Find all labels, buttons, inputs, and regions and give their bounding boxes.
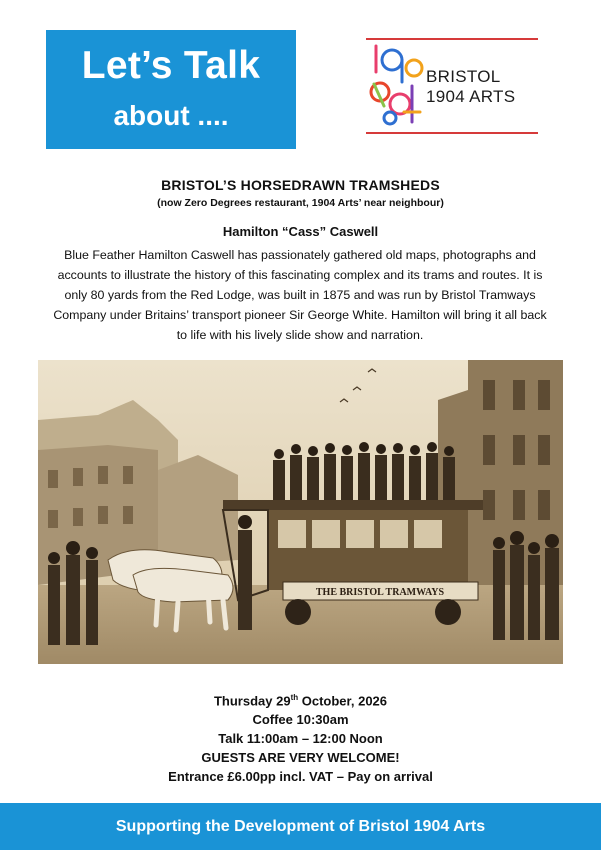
banner-line-1: Let’s Talk [81,44,261,87]
event-guests: GUESTS ARE VERY WELCOME! [201,750,400,766]
logo-text [426,67,515,107]
speaker-name: Hamilton “Cass” Caswell [222,224,379,239]
event-date [0,688,601,710]
logo-text-1904-arts: 1904 ARTS [426,87,516,106]
banner-line-2: about .... [113,100,229,131]
event-details [0,688,601,786]
lets-talk-banner [46,30,296,149]
bristol-1904-arts-logo [366,30,542,138]
logo-1904-mark-icon [368,42,426,128]
event-date-suffix: th [290,693,299,702]
talk-subtitle: (now Zero Degrees restaurant, 1904 Arts’ near neighbour) [157,197,444,209]
horsedrawn-tram-photo [38,360,563,664]
talk-description: Blue Feather Hamilton Caswell has passionately gathered old maps, photographs and accounts to illustrate the history of this fascinating complex and its trams and routes. It is only 80 yards from the Red Lodge, was built in 1875 and was run by Bristol Tramways Company under Britains’ transport pioneer Sir George White. Hamilton will bring it all back to life with his lively slide show and narration. [53,248,547,342]
event-entrance: Entrance £6.00pp incl. VAT – Pay on arrival [168,769,433,785]
talk-title: BRISTOL’S HORSEDRAWN TRAMSHEDS [161,177,440,193]
logo-bottom-rule [366,132,538,134]
footer-banner: Supporting the Development of Bristol 1904 Arts [0,803,601,850]
logo-top-rule [366,38,538,40]
logo-text-bristol: BRISTOL [426,67,501,86]
event-date-day: Thursday 29 [213,693,291,709]
event-talk-time: Talk 11:00am – 12:00 Noon [218,731,383,747]
event-date-rest: October, 2026 [298,693,388,709]
event-coffee: Coffee 10:30am [252,712,349,728]
tram-sign-text: THE BRISTOL TRAMWAYS [315,587,445,598]
